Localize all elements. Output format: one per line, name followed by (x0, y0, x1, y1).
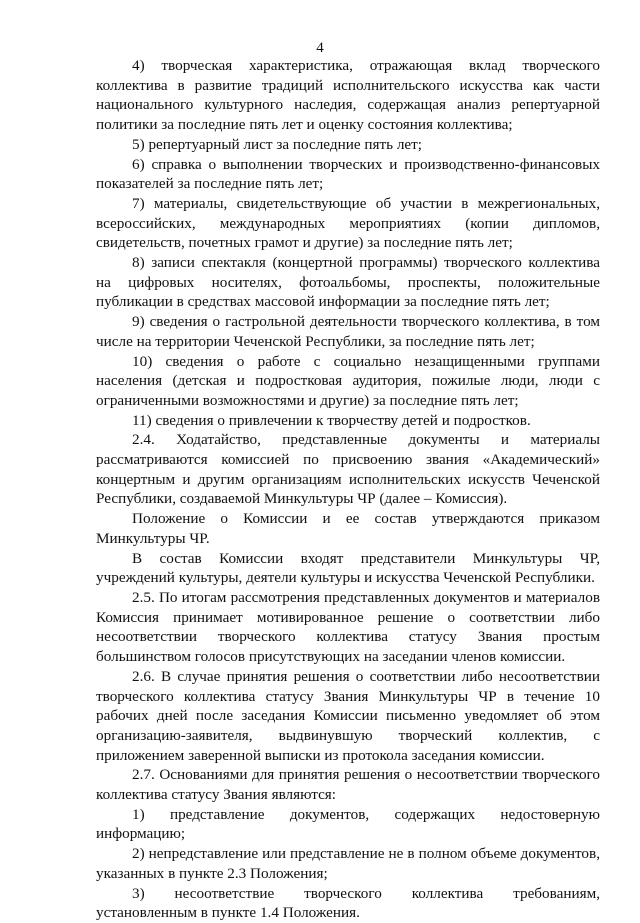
reason-item-3: 3) несоответствие творческого коллектива требованиям, установленным в пункте 1.4 Положения. (96, 884, 600, 922)
list-item-7: 7) материалы, свидетельствующие об участии в межрегиональных, всероссийских, международных мероприятиях (копии дипломов, свидетельств, почетных грамот и другие) за последние пять лет; (96, 194, 600, 252)
list-item-4: 4) творческая характеристика, отражающая вклад творческого коллектива в развитие традиций исполнительского искусства как части национального культурного наследия, содержащая анализ репертуарной политики за последние пять лет и оценку состояния коллектива; (96, 57, 600, 134)
clause-2-7: 2.7. Основаниями для принятия решения о несоответствии творческого коллектива статусу Звания являются: (96, 766, 600, 804)
list-item-8: 8) записи спектакля (концертной программы) творческого коллектива на цифровых носителях, фотоальбомы, проспекты, положительные публикации в средствах массовой информации за последние пять лет; (96, 254, 600, 311)
list-item-10: 10) сведения о работе с социально незащищенными группами населения (детская и подростковая аудитория, пожилые люди, люди с ограниченными возможностями и другие) за последние пять лет; (96, 352, 600, 409)
reason-item-2: 2) непредставление или представление не в полном объеме документов, указанных в пункте 2.3 Положения; (96, 845, 600, 882)
reason-item-1: 1) представление документов, содержащих недостоверную информацию; (96, 805, 600, 843)
list-item-5: 5) репертуарный лист за последние пять лет; (132, 135, 423, 153)
clause-2-6: 2.6. В случае принятия решения о соответствии либо несоответствии творческого коллектива статусу Звания Минкультуры ЧР в течение 10 рабочих дней после заседания Комиссии письменно уведомляет об этом организацию-заявителя, выдвинувшую творческий коллектив, с приложением заверенной выписки из протокола заседания комиссии. (96, 667, 600, 764)
list-item-9: 9) сведения о гастрольной деятельности творческого коллектива, в том числе на территории Чеченской Республики, за последние пять лет; (96, 313, 600, 350)
list-item-6: 6) справка о выполнении творческих и производственно-финансовых показателей за последние пять лет; (96, 155, 600, 193)
list-item-11: 11) сведения о привлечении к творчеству детей и подростков. (132, 411, 531, 429)
clause-2-4: 2.4. Ходатайство, представленные документы и материалы рассматриваются комиссией по присвоению звания «Академический» концертным и другим организациям исполнительских искусств Чеченской Республики, создаваемой Минкультуры ЧР (далее – Комиссия). (96, 431, 600, 508)
clause-2-5: 2.5. По итогам рассмотрения представленных документов и материалов Комиссия принимает мотивированное решение о соответствии либо несоответствии творческого коллектива статусу Звания простым большинством голосов присутствующих на заседании членов комиссии. (96, 588, 600, 666)
document-body (96, 56, 600, 923)
commission-members-paragraph: В состав Комиссии входят представители Минкультуры ЧР, учреждений культуры, деятели культуры и искусства Чеченской Республики. (96, 549, 600, 587)
commission-regulation-paragraph: Положение о Комиссии и ее состав утверждаются приказом Минкультуры ЧР. (96, 510, 600, 547)
page-number: 4 (316, 40, 324, 56)
